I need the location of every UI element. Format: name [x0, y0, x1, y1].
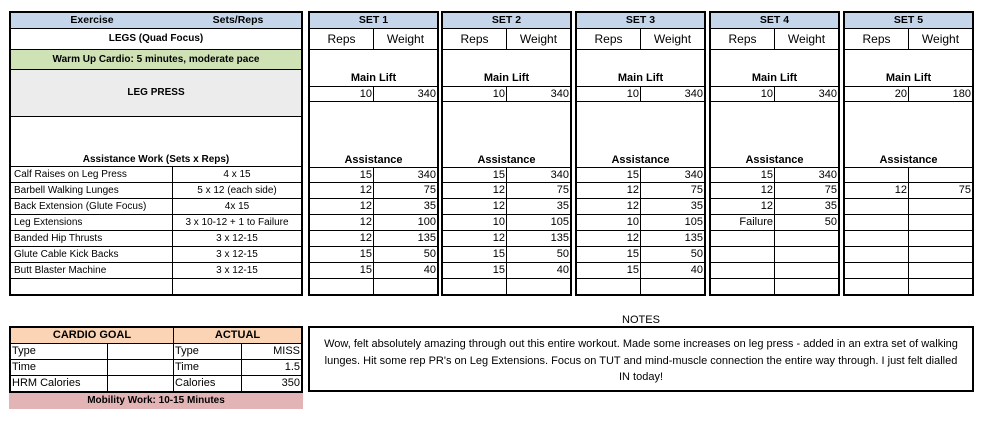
set-row: [845, 231, 972, 247]
set-row: [845, 183, 972, 199]
main-lift-label: Main Lift: [617, 72, 664, 84]
cardio-goal-label: Type: [11, 344, 108, 359]
exercise-name: [11, 279, 173, 294]
set-title: SET 3: [577, 13, 704, 29]
set-column-3: [575, 11, 706, 296]
set-weight: 135: [417, 232, 436, 244]
main-lift-weight: 340: [550, 88, 569, 100]
exercise-row: [11, 167, 301, 183]
set-row: [310, 215, 437, 231]
set-row: [845, 199, 972, 215]
main-lift-label: Main Lift: [885, 72, 932, 84]
set-weight: 50: [556, 248, 569, 260]
set-reps: [845, 168, 909, 182]
set-reps: [711, 263, 775, 278]
main-lift-reps: 10: [577, 87, 641, 101]
reps-label: Reps: [443, 29, 507, 49]
set-weight: 340: [818, 169, 837, 181]
exercise-sets: 3 x 12-15: [216, 249, 258, 260]
exercise-row: [11, 279, 301, 295]
set-row: [711, 231, 838, 247]
cardio-table: [9, 326, 303, 393]
cardio-goal-label: Time: [11, 360, 108, 375]
mobility-row: Mobility Work: 10-15 Minutes: [9, 393, 303, 409]
set-weight: 35: [556, 200, 569, 212]
set-column-2: [441, 11, 572, 296]
set-weight: 105: [550, 216, 569, 228]
exercise-row: [11, 199, 301, 215]
set-row: [711, 215, 838, 231]
set-labels-row: [711, 29, 838, 50]
set-weight: 40: [423, 264, 436, 276]
set-reps: [845, 263, 909, 278]
cardio-actual-value: 350: [281, 377, 300, 389]
set-row: [310, 247, 437, 263]
set-reps: [845, 231, 909, 246]
set-reps: 15: [711, 168, 775, 182]
set-row: [711, 167, 838, 183]
exercise-header-row: [11, 13, 301, 29]
cardio-row: [11, 376, 301, 392]
notes-text: Wow, felt absolutely amazing through out this entire workout. Made some increases on leg press - added in an extra set of walking lunges. Hit some rep PR's on Leg Extensions. Focus on TUT and mind-muscle connection the entire way through. I just felt dialled IN today!: [324, 338, 958, 383]
exercise-header: Exercise: [70, 14, 114, 26]
set-weight: 75: [423, 184, 436, 196]
set-weight: 50: [824, 216, 837, 228]
exercise-row: [11, 263, 301, 279]
set-reps: [310, 279, 374, 294]
set-row: [845, 247, 972, 263]
main-lift-values: [845, 86, 972, 102]
main-lift-weight: 340: [684, 88, 703, 100]
set-weight: 75: [556, 184, 569, 196]
exercise-sets: 4x 15: [224, 201, 250, 212]
main-lift-weight: 180: [952, 88, 971, 100]
assistance-header: Assistance Work (Sets x Reps): [11, 117, 301, 167]
exercise-name: Banded Hip Thrusts: [11, 231, 173, 246]
assistance-label: Assistance: [344, 154, 403, 166]
cardio-actual-value: MISS: [273, 345, 300, 357]
set-row: [310, 183, 437, 199]
set-row: [443, 215, 570, 231]
set-row: [845, 279, 972, 295]
set-weight: 340: [550, 169, 569, 181]
main-lift-label: Main Lift: [751, 72, 798, 84]
set-row: [711, 263, 838, 279]
set-row: [577, 167, 704, 183]
exercise-row: [11, 247, 301, 263]
set-reps: [845, 199, 909, 214]
set-reps: 15: [443, 168, 507, 182]
set-row: [845, 263, 972, 279]
exercise-sets: 3 x 10-12 + 1 to Failure: [185, 217, 289, 228]
cardio-actual-header: ACTUAL: [214, 329, 261, 341]
cardio-header-row: [11, 328, 301, 344]
cardio-goal-value: [108, 360, 174, 375]
set-row: [310, 263, 437, 279]
exercise-row: [11, 231, 301, 247]
set-weight: [775, 263, 838, 278]
notes-box: [308, 326, 974, 392]
weight-label: Weight: [921, 32, 960, 46]
set-weight: 35: [423, 200, 436, 212]
set-weight: 35: [824, 200, 837, 212]
set-title: SET 5: [845, 13, 972, 29]
cardio-actual-label: Time: [174, 360, 242, 375]
set-row: [577, 263, 704, 279]
set-row: [443, 263, 570, 279]
set-reps: 12: [711, 199, 775, 214]
main-lift-label: Main Lift: [483, 72, 530, 84]
set-row: [443, 231, 570, 247]
set-title: SET 4: [711, 13, 838, 29]
set-row: [310, 231, 437, 247]
set-reps: 15: [443, 263, 507, 278]
set-weight: 75: [690, 184, 703, 196]
main-lift-values: [443, 86, 570, 102]
assistance-label: Assistance: [745, 154, 804, 166]
set-reps: [845, 279, 909, 294]
weight-label: Weight: [519, 32, 558, 46]
exercise-sets: 3 x 12-15: [216, 233, 258, 244]
set-row: [443, 183, 570, 199]
set-reps: [711, 279, 775, 294]
set-weight: [909, 168, 972, 182]
set-labels-row: [577, 29, 704, 50]
weight-label: Weight: [386, 32, 425, 46]
set-row: [711, 279, 838, 295]
set-weight: 75: [958, 184, 971, 196]
set-reps: 10: [443, 215, 507, 230]
set-row: [711, 199, 838, 215]
set-weight: 50: [423, 248, 436, 260]
set-reps: 15: [577, 247, 641, 262]
set-row: [310, 199, 437, 215]
set-reps: 12: [443, 183, 507, 198]
set-row: [577, 183, 704, 199]
main-lift-row: LEG PRESS: [11, 70, 301, 117]
main-lift-values: [711, 86, 838, 102]
cardio-goal-value: [108, 376, 174, 392]
set-reps: [711, 231, 775, 246]
set-reps: 12: [577, 199, 641, 214]
set-row: [577, 199, 704, 215]
set-weight: [909, 199, 972, 214]
exercise-row: [11, 183, 301, 199]
set-reps: 12: [443, 231, 507, 246]
main-lift-weight: 340: [818, 88, 837, 100]
assistance-label: Assistance: [477, 154, 536, 166]
set-reps: 15: [310, 263, 374, 278]
set-reps: [845, 247, 909, 262]
set-row: [577, 231, 704, 247]
set-weight: 75: [824, 184, 837, 196]
set-weight: [909, 279, 972, 294]
reps-label: Reps: [577, 29, 641, 49]
set-reps: 15: [443, 247, 507, 262]
set-weight: [909, 215, 972, 230]
cardio-row: [11, 344, 301, 360]
set-reps: 15: [310, 168, 374, 182]
set-weight: 40: [690, 264, 703, 276]
cardio-goal-label: HRM Calories: [11, 376, 108, 392]
main-lift-label: Main Lift: [350, 72, 397, 84]
reps-label: Reps: [845, 29, 909, 49]
set-labels-row: [310, 29, 437, 50]
cardio-actual-label: Calories: [174, 376, 242, 392]
set-weight: [775, 247, 838, 262]
warmup-row: Warm Up Cardio: 5 minutes, moderate pace: [11, 50, 301, 70]
exercise-sets: 4 x 15: [223, 169, 251, 180]
set-row: [711, 247, 838, 263]
cardio-row: [11, 360, 301, 376]
main-lift-reps: 10: [310, 87, 374, 101]
set-reps: 12: [845, 183, 909, 198]
set-weight: [909, 247, 972, 262]
set-reps: 12: [310, 215, 374, 230]
set-weight: [374, 279, 437, 294]
set-weight: 100: [417, 216, 436, 228]
set-reps: 15: [310, 247, 374, 262]
set-title: SET 1: [310, 13, 437, 29]
set-reps: Failure: [711, 215, 775, 230]
main-lift-values: [310, 86, 437, 102]
set-row: [310, 279, 437, 295]
main-lift-reps: 10: [711, 87, 775, 101]
set-labels-row: [443, 29, 570, 50]
set-row: [443, 247, 570, 263]
main-lift-weight: 340: [417, 88, 436, 100]
set-reps: [577, 279, 641, 294]
set-row: [310, 167, 437, 183]
set-row: [577, 247, 704, 263]
set-row: [443, 167, 570, 183]
set-row: [577, 279, 704, 295]
set-weight: [775, 279, 838, 294]
set-reps: [443, 279, 507, 294]
sets-header: Sets/Reps: [212, 14, 264, 26]
exercise-name: Leg Extensions: [11, 215, 173, 230]
set-reps: [845, 215, 909, 230]
reps-label: Reps: [310, 29, 374, 49]
set-reps: 15: [577, 168, 641, 182]
exercise-name: Butt Blaster Machine: [11, 263, 173, 278]
set-reps: 12: [310, 183, 374, 198]
set-title: SET 2: [443, 13, 570, 29]
set-reps: 12: [310, 231, 374, 246]
set-reps: 10: [577, 215, 641, 230]
set-column-4: [709, 11, 840, 296]
set-weight: 135: [684, 232, 703, 244]
exercise-name: Barbell Walking Lunges: [11, 183, 173, 198]
set-row: [845, 167, 972, 183]
set-column-5: [843, 11, 974, 296]
set-column-1: [308, 11, 439, 296]
set-weight: 35: [690, 200, 703, 212]
set-weight: 50: [690, 248, 703, 260]
exercise-name: Glute Cable Kick Backs: [11, 247, 173, 262]
cardio-actual-value: 1.5: [284, 361, 300, 373]
exercise-sets: [173, 279, 301, 294]
set-reps: 15: [577, 263, 641, 278]
set-weight: [909, 263, 972, 278]
set-row: [711, 183, 838, 199]
set-weight: 340: [417, 169, 436, 181]
weight-label: Weight: [787, 32, 826, 46]
set-row: [577, 215, 704, 231]
set-reps: 12: [577, 231, 641, 246]
set-reps: 12: [443, 199, 507, 214]
assistance-label: Assistance: [611, 154, 670, 166]
set-weight: 135: [550, 232, 569, 244]
notes-title: NOTES: [622, 314, 660, 326]
exercise-sets: 5 x 12 (each side): [197, 185, 277, 196]
set-reps: 12: [711, 183, 775, 198]
set-row: [443, 279, 570, 295]
section-title: LEGS (Quad Focus): [11, 29, 301, 50]
set-row: [443, 199, 570, 215]
exercise-name: Back Extension (Glute Focus): [11, 199, 173, 214]
cardio-goal-value: [108, 344, 174, 359]
main-lift-values: [577, 86, 704, 102]
main-lift-reps: 20: [845, 87, 909, 101]
exercise-sets: 3 x 12-15: [216, 265, 258, 276]
cardio-actual-label: Type: [174, 344, 242, 359]
main-lift-reps: 10: [443, 87, 507, 101]
set-weight: 105: [684, 216, 703, 228]
set-weight: 340: [684, 169, 703, 181]
exercise-name: Calf Raises on Leg Press: [11, 167, 173, 182]
set-weight: 40: [556, 264, 569, 276]
set-labels-row: [845, 29, 972, 50]
weight-label: Weight: [653, 32, 692, 46]
exercise-table: [9, 11, 303, 296]
set-reps: 12: [577, 183, 641, 198]
set-weight: [641, 279, 704, 294]
assistance-label: Assistance: [879, 154, 938, 166]
set-weight: [775, 231, 838, 246]
cardio-goal-header: CARDIO GOAL: [11, 328, 174, 343]
set-weight: [507, 279, 570, 294]
set-weight: [909, 231, 972, 246]
reps-label: Reps: [711, 29, 775, 49]
set-reps: [711, 247, 775, 262]
set-row: [845, 215, 972, 231]
exercise-row: [11, 215, 301, 231]
set-reps: 12: [310, 199, 374, 214]
